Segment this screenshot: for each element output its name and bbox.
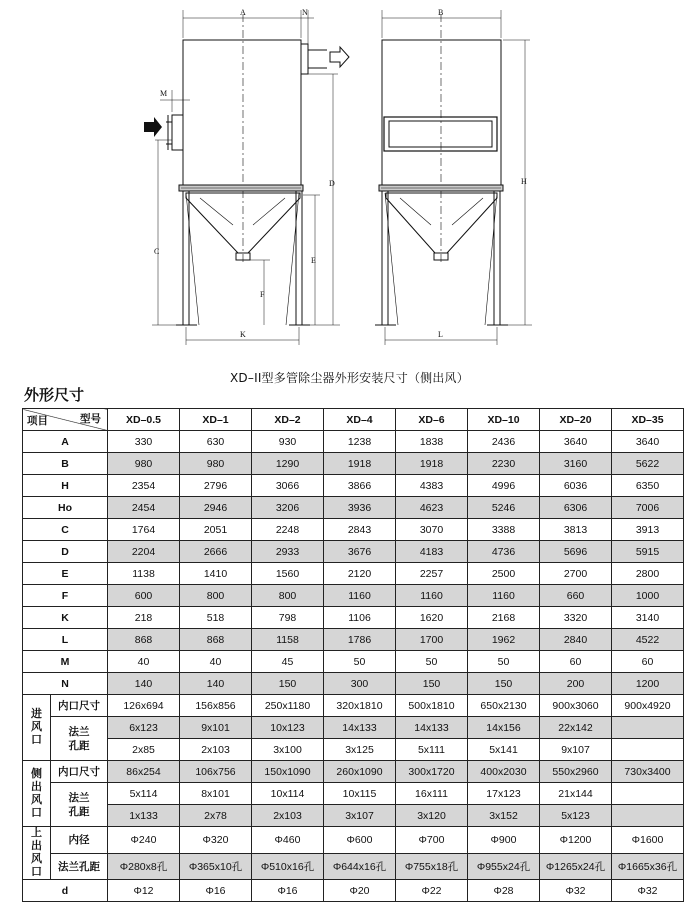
value-cell <box>612 783 684 805</box>
value-cell <box>612 739 684 761</box>
value-cell: 3206 <box>252 497 324 519</box>
value-cell: Φ32 <box>540 880 612 902</box>
value-cell: 1200 <box>612 673 684 695</box>
value-cell: 2800 <box>612 563 684 585</box>
value-cell: Φ510x16孔 <box>252 853 324 880</box>
group-label: 侧出风口 <box>31 767 42 819</box>
value-cell: 3913 <box>612 519 684 541</box>
value-cell: 2120 <box>324 563 396 585</box>
value-cell: 4522 <box>612 629 684 651</box>
value-cell: 3813 <box>540 519 612 541</box>
value-cell: 50 <box>396 651 468 673</box>
table-row <box>23 431 684 453</box>
value-cell: 40 <box>108 651 180 673</box>
value-cell: 218 <box>108 607 180 629</box>
value-cell: 140 <box>108 673 180 695</box>
dimensions-table <box>22 408 684 902</box>
dim-label-n: N <box>302 8 308 17</box>
dim-label-a: A <box>240 8 246 17</box>
value-cell: 45 <box>252 651 324 673</box>
table-row <box>23 783 684 805</box>
value-cell: 600 <box>108 585 180 607</box>
value-cell: 2051 <box>180 519 252 541</box>
value-cell: 10x115 <box>324 783 396 805</box>
value-cell: 1764 <box>108 519 180 541</box>
value-cell: Φ365x10孔 <box>180 853 252 880</box>
value-cell: 156x856 <box>180 695 252 717</box>
value-cell: 5915 <box>612 541 684 563</box>
value-cell: 2796 <box>180 475 252 497</box>
value-cell: Φ16 <box>252 880 324 902</box>
value-cell: 2354 <box>108 475 180 497</box>
table-row <box>23 475 684 497</box>
value-cell: 550x2960 <box>540 761 612 783</box>
dim-label-d: D <box>329 179 335 188</box>
value-cell: 3x152 <box>468 805 540 827</box>
value-cell: 6350 <box>612 475 684 497</box>
value-cell: 3x125 <box>324 739 396 761</box>
value-cell: Φ280x8孔 <box>108 853 180 880</box>
value-cell: 300x1720 <box>396 761 468 783</box>
value-cell: 1620 <box>396 607 468 629</box>
value-cell <box>612 717 684 739</box>
value-cell: Φ1265x24孔 <box>540 853 612 880</box>
value-cell: Φ20 <box>324 880 396 902</box>
table-corner-cell <box>23 409 108 431</box>
model-header: XD–1 <box>180 409 252 431</box>
value-cell: 86x254 <box>108 761 180 783</box>
value-cell: Φ460 <box>252 827 324 854</box>
value-cell: 4623 <box>396 497 468 519</box>
value-cell: 10x123 <box>252 717 324 739</box>
value-cell: 2454 <box>108 497 180 519</box>
row-label: L <box>23 629 108 651</box>
dim-label-c: C <box>154 247 160 256</box>
table-row <box>23 880 684 902</box>
value-cell: 3140 <box>612 607 684 629</box>
value-cell: 5x111 <box>396 739 468 761</box>
value-cell: 5246 <box>468 497 540 519</box>
section-title: 外形尺寸 <box>24 386 85 404</box>
value-cell: 4183 <box>396 541 468 563</box>
value-cell: 1138 <box>108 563 180 585</box>
value-cell: 6036 <box>540 475 612 497</box>
outlet-arrow-icon <box>330 47 349 67</box>
row-label: H <box>23 475 108 497</box>
value-cell: 1918 <box>396 453 468 475</box>
row-label: F <box>23 585 108 607</box>
value-cell: 900x3060 <box>540 695 612 717</box>
value-cell: 150x1090 <box>252 761 324 783</box>
value-cell: 2168 <box>468 607 540 629</box>
value-cell: 40 <box>180 651 252 673</box>
row-label: 内口尺寸 <box>51 695 108 717</box>
group-cell <box>23 695 51 761</box>
value-cell: 320x1810 <box>324 695 396 717</box>
value-cell: 10x114 <box>252 783 324 805</box>
table-row <box>23 717 684 739</box>
value-cell: 2x78 <box>180 805 252 827</box>
dim-label-h: H <box>521 177 527 186</box>
drawing-caption: XD–II型多管除尘器外形安装尺寸（侧出风） <box>230 371 469 385</box>
value-cell: 930 <box>252 431 324 453</box>
dim-label-l: L <box>438 330 443 339</box>
table-row <box>23 629 684 651</box>
value-cell: 5696 <box>540 541 612 563</box>
technical-drawing <box>0 0 699 370</box>
model-header: XD–10 <box>468 409 540 431</box>
row-label: 内口尺寸 <box>51 761 108 783</box>
value-cell: 6x123 <box>108 717 180 739</box>
value-cell: 630 <box>180 431 252 453</box>
value-cell: 980 <box>180 453 252 475</box>
row-label-cell <box>51 783 108 827</box>
value-cell: 1700 <box>396 629 468 651</box>
row-label: E <box>23 563 108 585</box>
row-label: 法兰孔距 <box>68 791 90 818</box>
value-cell: 2933 <box>252 541 324 563</box>
value-cell: 14x156 <box>468 717 540 739</box>
value-cell: Φ700 <box>396 827 468 854</box>
value-cell: 14x133 <box>396 717 468 739</box>
row-label: N <box>23 673 108 695</box>
table-row <box>23 673 684 695</box>
value-cell: 9x101 <box>180 717 252 739</box>
model-header: XD–20 <box>540 409 612 431</box>
value-cell: 5x141 <box>468 739 540 761</box>
value-cell: 5622 <box>612 453 684 475</box>
value-cell: 3936 <box>324 497 396 519</box>
value-cell: 9x107 <box>540 739 612 761</box>
right-body <box>382 40 501 185</box>
value-cell: 1158 <box>252 629 324 651</box>
value-cell: Φ320 <box>180 827 252 854</box>
model-header: XD–2 <box>252 409 324 431</box>
value-cell: 3x107 <box>324 805 396 827</box>
value-cell: 1238 <box>324 431 396 453</box>
value-cell: 400x2030 <box>468 761 540 783</box>
table-row <box>23 563 684 585</box>
value-cell: 900x4920 <box>612 695 684 717</box>
dim-label-k: K <box>240 330 246 339</box>
value-cell: 4383 <box>396 475 468 497</box>
value-cell: 2204 <box>108 541 180 563</box>
value-cell: 800 <box>252 585 324 607</box>
value-cell: 800 <box>180 585 252 607</box>
value-cell: 200 <box>540 673 612 695</box>
value-cell: 3676 <box>324 541 396 563</box>
value-cell: 1160 <box>468 585 540 607</box>
value-cell: 6306 <box>540 497 612 519</box>
value-cell: 150 <box>396 673 468 695</box>
value-cell: 518 <box>180 607 252 629</box>
value-cell: Φ240 <box>108 827 180 854</box>
value-cell: 4736 <box>468 541 540 563</box>
value-cell: 3320 <box>540 607 612 629</box>
value-cell: 126x694 <box>108 695 180 717</box>
corner-item-label: 项目 <box>27 415 48 427</box>
value-cell: 1786 <box>324 629 396 651</box>
value-cell: 1160 <box>396 585 468 607</box>
value-cell: 2257 <box>396 563 468 585</box>
value-cell: 2700 <box>540 563 612 585</box>
dust-collector-drawing <box>0 0 699 370</box>
row-label: B <box>23 453 108 475</box>
value-cell: 60 <box>612 651 684 673</box>
value-cell: Φ644x16孔 <box>324 853 396 880</box>
value-cell: 980 <box>108 453 180 475</box>
table-row <box>23 805 684 827</box>
value-cell: 1160 <box>324 585 396 607</box>
value-cell: Φ16 <box>180 880 252 902</box>
value-cell: 2x103 <box>252 805 324 827</box>
value-cell: 730x3400 <box>612 761 684 783</box>
value-cell: 2946 <box>180 497 252 519</box>
value-cell: 17x123 <box>468 783 540 805</box>
group-label: 进风口 <box>31 708 42 746</box>
value-cell: 106x756 <box>180 761 252 783</box>
inlet-arrow-icon <box>144 117 162 137</box>
value-cell: Φ1600 <box>612 827 684 854</box>
group-cell <box>23 761 51 827</box>
value-cell: 2248 <box>252 519 324 541</box>
value-cell: 2843 <box>324 519 396 541</box>
value-cell: Φ1200 <box>540 827 612 854</box>
value-cell: 3388 <box>468 519 540 541</box>
row-label: 内径 <box>51 827 108 854</box>
value-cell: 260x1090 <box>324 761 396 783</box>
value-cell: 5x123 <box>540 805 612 827</box>
value-cell: 1838 <box>396 431 468 453</box>
table-row <box>23 651 684 673</box>
dim-label-e: E <box>311 256 316 265</box>
dim-label-m: M <box>160 89 168 98</box>
table-row <box>23 519 684 541</box>
row-label: 法兰孔距 <box>51 853 108 880</box>
value-cell: 1000 <box>612 585 684 607</box>
value-cell: Φ900 <box>468 827 540 854</box>
value-cell: 60 <box>540 651 612 673</box>
value-cell: 150 <box>468 673 540 695</box>
dim-label-b: B <box>438 8 444 17</box>
value-cell: 22x142 <box>540 717 612 739</box>
value-cell: 330 <box>108 431 180 453</box>
value-cell: 5x114 <box>108 783 180 805</box>
value-cell: 250x1180 <box>252 695 324 717</box>
value-cell: 3866 <box>324 475 396 497</box>
dim-label-f: F <box>260 290 265 299</box>
row-label: 法兰孔距 <box>68 725 90 752</box>
value-cell: 2840 <box>540 629 612 651</box>
value-cell: 3x120 <box>396 805 468 827</box>
value-cell: 1410 <box>180 563 252 585</box>
value-cell: Φ755x18孔 <box>396 853 468 880</box>
table-row <box>23 695 684 717</box>
model-header: XD–4 <box>324 409 396 431</box>
value-cell: 3066 <box>252 475 324 497</box>
row-label: A <box>23 431 108 453</box>
row-label: d <box>23 880 108 902</box>
value-cell: 3640 <box>540 431 612 453</box>
table-row <box>23 607 684 629</box>
table-row <box>23 585 684 607</box>
value-cell: Φ28 <box>468 880 540 902</box>
row-label-cell <box>51 717 108 761</box>
value-cell: 2x103 <box>180 739 252 761</box>
row-label: M <box>23 651 108 673</box>
value-cell: Φ32 <box>612 880 684 902</box>
value-cell: 2666 <box>180 541 252 563</box>
model-header: XD–0.5 <box>108 409 180 431</box>
value-cell: 3x100 <box>252 739 324 761</box>
value-cell: Φ1665x36孔 <box>612 853 684 880</box>
model-header: XD–6 <box>396 409 468 431</box>
value-cell: 798 <box>252 607 324 629</box>
value-cell: 1918 <box>324 453 396 475</box>
value-cell: 1106 <box>324 607 396 629</box>
value-cell: 50 <box>324 651 396 673</box>
row-label: K <box>23 607 108 629</box>
model-header: XD–35 <box>612 409 684 431</box>
value-cell: 2230 <box>468 453 540 475</box>
table-row <box>23 761 684 783</box>
value-cell: 300 <box>324 673 396 695</box>
value-cell: Φ955x24孔 <box>468 853 540 880</box>
value-cell: 3070 <box>396 519 468 541</box>
value-cell: 150 <box>252 673 324 695</box>
table-header-row <box>23 409 684 431</box>
value-cell: Φ600 <box>324 827 396 854</box>
value-cell: Φ12 <box>108 880 180 902</box>
value-cell: 2436 <box>468 431 540 453</box>
value-cell: 2500 <box>468 563 540 585</box>
value-cell: 1962 <box>468 629 540 651</box>
value-cell: 16x111 <box>396 783 468 805</box>
table-row <box>23 853 684 880</box>
table-row <box>23 453 684 475</box>
value-cell: 4996 <box>468 475 540 497</box>
group-cell <box>23 827 51 880</box>
row-label: D <box>23 541 108 563</box>
left-body <box>183 40 301 185</box>
table-row <box>23 541 684 563</box>
value-cell: 1290 <box>252 453 324 475</box>
row-label: C <box>23 519 108 541</box>
table-row <box>23 497 684 519</box>
value-cell: 2x85 <box>108 739 180 761</box>
value-cell: 650x2130 <box>468 695 540 717</box>
row-label: Ho <box>23 497 108 519</box>
value-cell: 500x1810 <box>396 695 468 717</box>
value-cell: 14x133 <box>324 717 396 739</box>
value-cell: 50 <box>468 651 540 673</box>
group-label: 上出风口 <box>31 827 42 878</box>
table-row <box>23 739 684 761</box>
corner-model-label: 型号 <box>80 413 101 425</box>
value-cell: 3640 <box>612 431 684 453</box>
value-cell: 8x101 <box>180 783 252 805</box>
value-cell: 660 <box>540 585 612 607</box>
value-cell: 3160 <box>540 453 612 475</box>
value-cell <box>612 805 684 827</box>
value-cell: Φ22 <box>396 880 468 902</box>
value-cell: 868 <box>180 629 252 651</box>
value-cell: 140 <box>180 673 252 695</box>
value-cell: 868 <box>108 629 180 651</box>
value-cell: 1x133 <box>108 805 180 827</box>
table-row <box>23 827 684 854</box>
value-cell: 21x144 <box>540 783 612 805</box>
value-cell: 1560 <box>252 563 324 585</box>
value-cell: 7006 <box>612 497 684 519</box>
